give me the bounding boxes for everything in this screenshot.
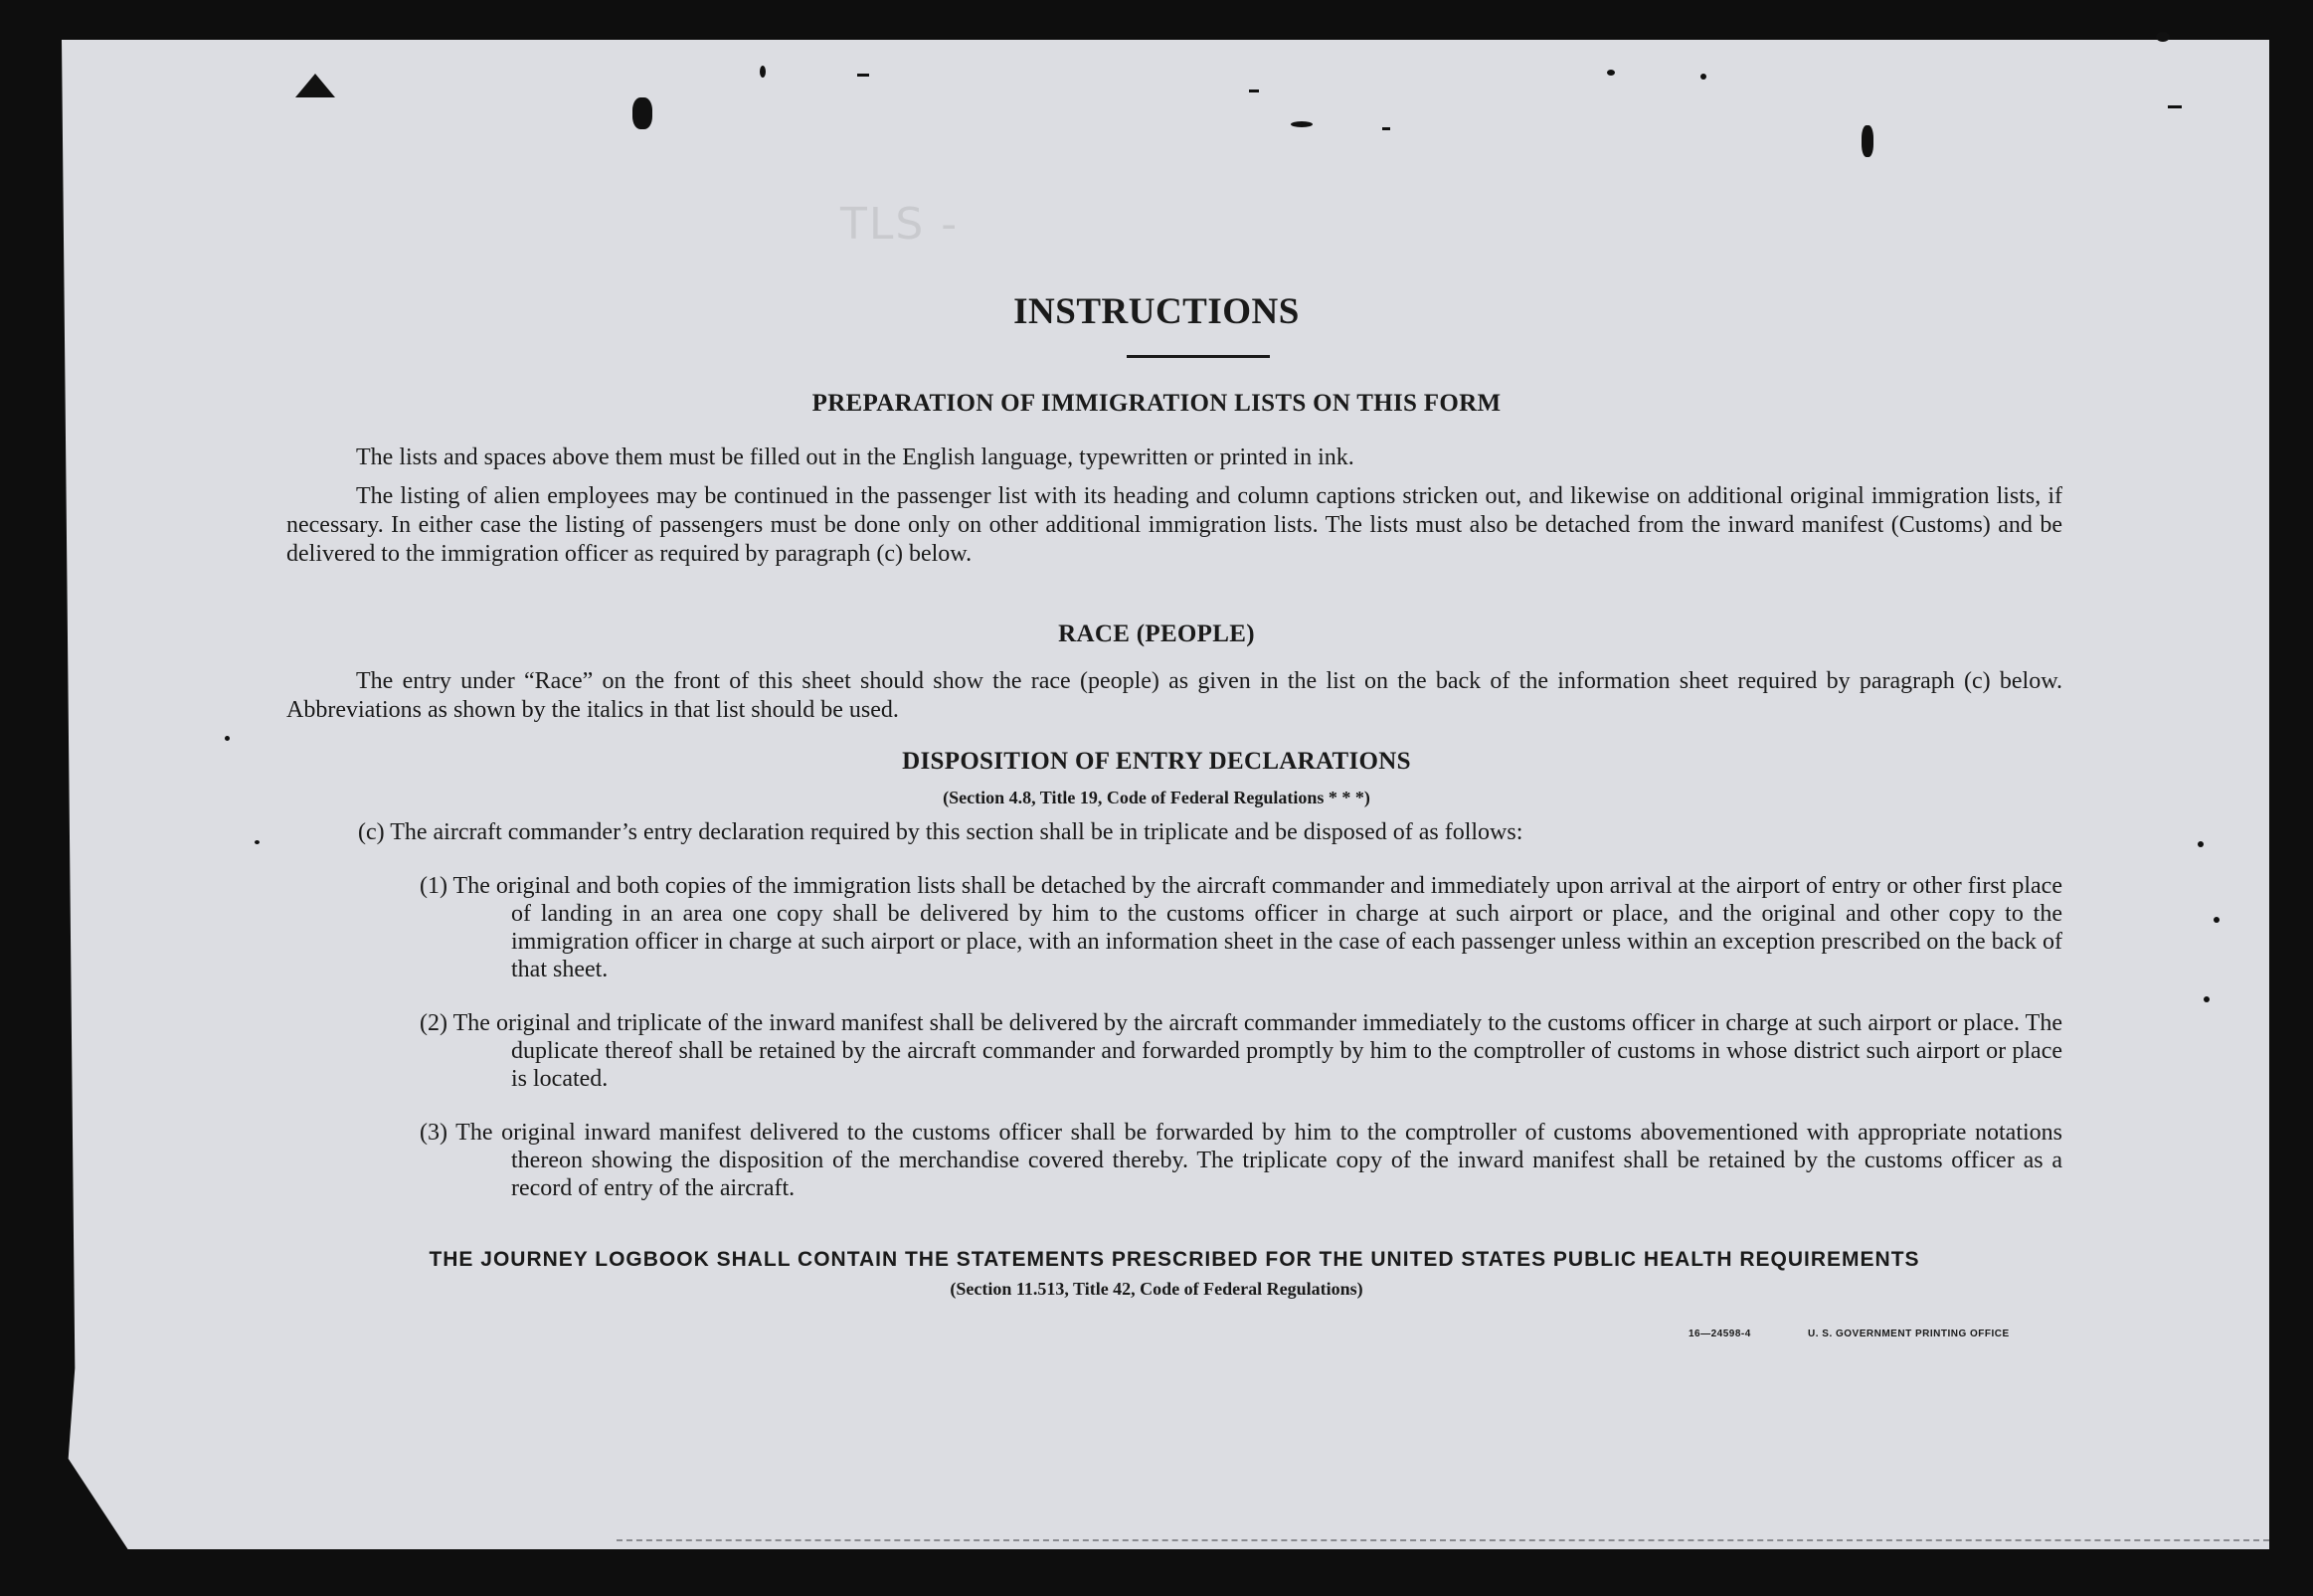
paragraph-alien-employees: The listing of alien employees may be continued in the passenger list with its heading and column captions stricken out, and likewise on additional original immigration lists, if necessary. In either case the listing of passengers must be done only on other additional immigration lists. The lists must also be detached from the inward manifest (Customs) and be delivered to the immigration officer as required by paragraph (c) below. xyxy=(286,483,2062,567)
scan-speck xyxy=(2156,32,2170,42)
scan-speck xyxy=(2204,996,2210,1002)
printer-imprint: U. S. GOVERNMENT PRINTING OFFICE xyxy=(1808,1329,2010,1339)
list-item-2: (2) The original and triplicate of the inward manifest shall be delivered by the aircraft commander immediately to the customs officer in charge at such airport or place. The duplicate thereof shall be retained by the aircraft commander and forwarded promptly by him to the comptroller of customs in whose district such airport or place is located. xyxy=(420,1010,2062,1092)
scan-speck xyxy=(632,97,652,129)
scan-speck xyxy=(1249,89,1259,92)
scan-speck xyxy=(2198,841,2204,847)
section-heading-disposition: DISPOSITION OF ENTRY DECLARATIONS xyxy=(902,748,1411,775)
scan-speck xyxy=(760,66,766,78)
list-item-1: (1) The original and both copies of the immigration lists shall be detached by the aircraft commander and immediately upon arrival at the airport of entry or other first place of landing in an area one copy shall be delivered by him to the customs officer in charge at such airport or place, and the original and other copy to the immigration officer in charge at such airport or place, with an information sheet in the case of each passenger unless within an exception prescribed on the back of that sheet. xyxy=(420,873,2062,982)
scan-speck xyxy=(1382,127,1390,130)
journey-logbook-notice: THE JOURNEY LOGBOOK SHALL CONTAIN THE STATEMENTS PRESCRIBED FOR THE UNITED STATES PUBLIC HEALTH REQUIREMENTS xyxy=(429,1248,1920,1271)
scan-speck xyxy=(1607,70,1615,76)
scan-speck xyxy=(1700,74,1706,80)
scan-speck xyxy=(1862,125,1873,157)
faint-pencil-mark: TLS - xyxy=(840,199,960,250)
paragraph-race-entry: The entry under “Race” on the front of this sheet should show the race (people) as given in the list on the back of the information sheet required by paragraph (c) below. Abbreviations as shown by the italics in that list should be used. xyxy=(286,668,2062,723)
section-heading-race: RACE (PEOPLE) xyxy=(1058,621,1255,647)
section-heading-preparation: PREPARATION OF IMMIGRATION LISTS ON THIS FORM xyxy=(811,390,1502,417)
scan-speck xyxy=(2168,105,2182,108)
torn-edge xyxy=(617,1539,2269,1544)
scan-speck xyxy=(2214,917,2220,923)
paragraph-c-intro: (c) The aircraft commander’s entry declaration required by this section shall be in triplicate and be disposed of as follows: xyxy=(358,819,1523,845)
form-number: 16—24598-4 xyxy=(1689,1329,1751,1339)
scan-speck xyxy=(857,74,869,77)
paragraph-english-language: The lists and spaces above them must be filled out in the English language, typewritten or printed in ink. xyxy=(356,444,1354,470)
scan-speck xyxy=(1291,121,1313,127)
list-item-3: (3) The original inward manifest delivered to the customs officer shall be forwarded by him to the comptroller of customs abovementioned with appropriate notations thereon showing the disposition of the merchandise covered thereby. The triplicate copy of the inward manifest shall be retained by the customs officer as a record of entry of the aircraft. xyxy=(420,1120,2062,1201)
scan-speck xyxy=(295,74,335,97)
scan-speck xyxy=(225,736,230,741)
citation-title-42: (Section 11.513, Title 42, Code of Federal Regulations) xyxy=(950,1279,1363,1299)
title-underline xyxy=(1127,355,1270,358)
citation-title-19: (Section 4.8, Title 19, Code of Federal Regulations * * *) xyxy=(943,788,1370,807)
scan-speck xyxy=(255,840,260,844)
page-title: INSTRUCTIONS xyxy=(1013,291,1300,332)
